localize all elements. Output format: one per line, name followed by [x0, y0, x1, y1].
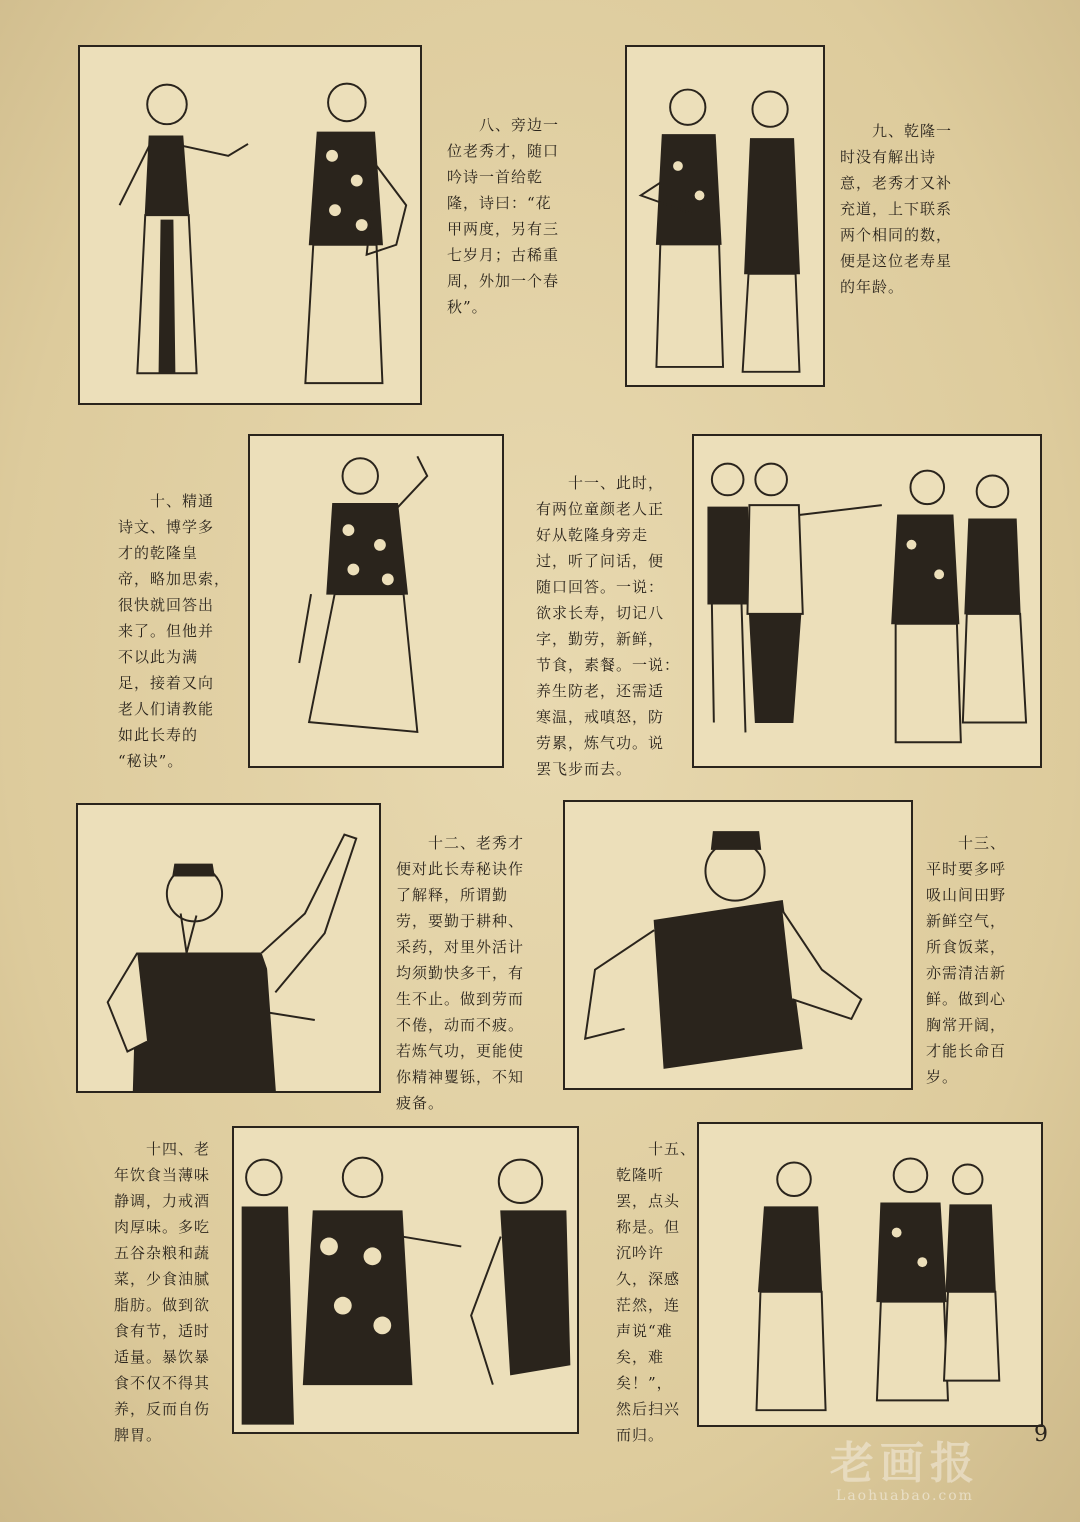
emperor-departing-drawing: [699, 1124, 1041, 1425]
caption-panel-15: 十五、 乾隆听 罢，点头 称是。但 沉吟许 久，深感 茫然，连 声说“难 矣，难 矣！”， 然后扫兴 而归。: [616, 1140, 697, 1444]
caption-panel-8: 八、旁边一 位老秀才，随口 吟诗一首给乾 隆，诗曰：“花 甲两度，另有三 七岁月；古稀重 周，外加一个春 秋”。: [447, 116, 560, 316]
caption-panel-12: 十二、老秀才 便对此长寿秘诀作 了解释，所谓勤 劳，要勤于耕种、 采药，对里外活计 均须勤快多干，有 生不止。做到劳而 不倦，动而不疲。 若炼气功，更能使 你精神矍铄，不知 疲备。: [396, 834, 525, 1112]
scholar-and-emperor-drawing: [80, 47, 420, 403]
caption-panel-10: 十、精通 诗文、博学多 才的乾隆皇 帝，略加思索， 很快就回答出 来了。但他并 不以此为满 足，接着又向 老人们请教能 如此长寿的 “秘诀”。: [118, 492, 231, 770]
panel-14-illustration: [232, 1126, 579, 1434]
page-number: 9: [1034, 1422, 1048, 1447]
emperor-and-scholar-drawing: [627, 47, 823, 385]
caption-panel-14: 十四、老 年饮食当薄味 静调，力戒酒 肉厚味。多吃 五谷杂粮和蔬 菜，少食油腻 脂肪。做到欲 食有节，适时 适量。暴饮暴 食不仅不得其 养，反而自伤 脾胃。: [114, 1140, 211, 1444]
panel-13-illustration: [563, 800, 913, 1090]
panel-11-illustration: [692, 434, 1042, 768]
panel-12-illustration: [76, 803, 381, 1093]
two-old-men-passing-drawing: [694, 436, 1040, 766]
caption-panel-13: 十三、 平时要多呼 吸山间田野 新鲜空气， 所食饭菜， 亦需清洁新 鲜。做到心 胸常开阔， 才能长命百 岁。: [926, 834, 1007, 1086]
watermark-url: Laohuabao.com: [836, 1488, 974, 1504]
scholar-gesturing-drawing: [565, 802, 911, 1088]
three-men-conversation-drawing: [234, 1128, 577, 1432]
panel-8-illustration: [78, 45, 422, 405]
caption-panel-9: 九、乾隆一 时没有解出诗 意，老秀才又补 充道，上下联系 两个相同的数， 便是这位老寿星 的年龄。: [840, 122, 953, 296]
caption-panel-11: 十一、此时， 有两位童颜老人正 好从乾隆身旁走 过，听了问话，便 随口回答。一说： 欲求长寿，切记八 字，勤劳，新鲜， 节食，素餐。一说： 养生防老，还需适 寒温，戒嗔怒，防 劳累，炼气功。说 罢飞步而去。: [536, 474, 681, 778]
watermark-logo: 老画报: [830, 1438, 980, 1489]
scholar-explaining-drawing: [78, 805, 379, 1091]
emperor-thinking-drawing: [250, 436, 502, 766]
watermark: [800, 1440, 1010, 1512]
panel-15-illustration: [697, 1122, 1043, 1427]
panel-9-illustration: [625, 45, 825, 387]
panel-10-illustration: [248, 434, 504, 768]
